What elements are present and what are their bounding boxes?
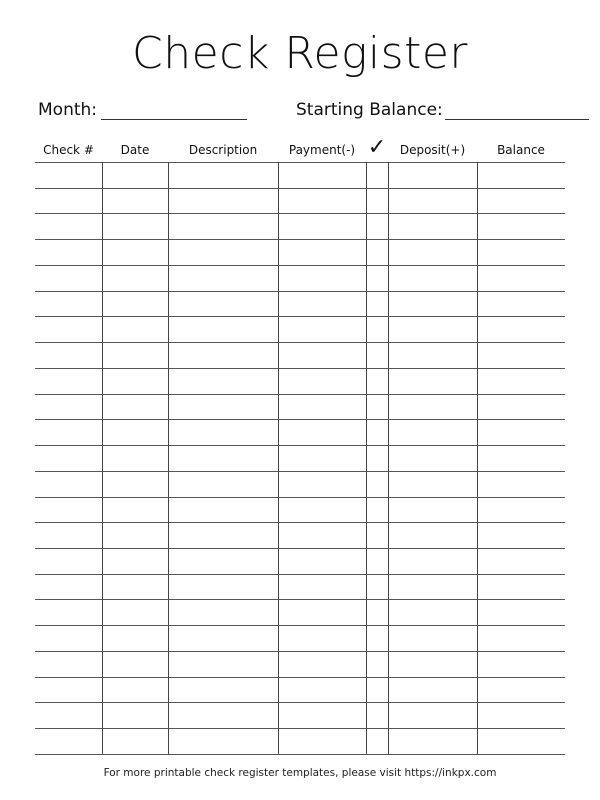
footer-note: For more printable check register templates, please visit https://inkpx.com: [103, 767, 497, 779]
cell-check-number[interactable]: [35, 214, 102, 240]
cell-check-number[interactable]: [35, 343, 102, 369]
cell-date[interactable]: [102, 188, 168, 214]
cell-cleared[interactable]: [366, 651, 388, 677]
cell-deposit[interactable]: [388, 265, 477, 291]
cell-payment[interactable]: [278, 626, 366, 652]
cell-balance[interactable]: [477, 574, 565, 600]
cell-check-number[interactable]: [35, 317, 102, 343]
cell-description[interactable]: [168, 677, 278, 703]
cell-balance[interactable]: [477, 651, 565, 677]
cell-balance[interactable]: [477, 549, 565, 575]
cell-deposit[interactable]: [388, 291, 477, 317]
cell-date[interactable]: [102, 240, 168, 266]
cell-check-number[interactable]: [35, 265, 102, 291]
cell-description[interactable]: [168, 317, 278, 343]
table-row: [35, 188, 565, 214]
cell-cleared[interactable]: [366, 317, 388, 343]
cell-check-number[interactable]: [35, 471, 102, 497]
cell-balance[interactable]: [477, 265, 565, 291]
cell-balance[interactable]: [477, 677, 565, 703]
month-input-line[interactable]: [101, 101, 247, 120]
cell-payment[interactable]: [278, 600, 366, 626]
table-row: [35, 600, 565, 626]
cell-deposit[interactable]: [388, 497, 477, 523]
cell-date[interactable]: [102, 317, 168, 343]
table-row: [35, 163, 565, 189]
cell-balance[interactable]: [477, 163, 565, 189]
cell-date[interactable]: [102, 600, 168, 626]
cell-deposit[interactable]: [388, 214, 477, 240]
cell-deposit[interactable]: [388, 420, 477, 446]
cell-date[interactable]: [102, 677, 168, 703]
table-header: [35, 135, 565, 161]
cell-payment[interactable]: [278, 677, 366, 703]
cell-description[interactable]: [168, 188, 278, 214]
table-row: [35, 214, 565, 240]
cell-cleared[interactable]: [366, 677, 388, 703]
cell-balance[interactable]: [477, 729, 565, 755]
cell-date[interactable]: [102, 420, 168, 446]
cell-description[interactable]: [168, 574, 278, 600]
cell-check-number[interactable]: [35, 600, 102, 626]
cell-check-number[interactable]: [35, 677, 102, 703]
cell-deposit[interactable]: [388, 163, 477, 189]
col-header-balance: Balance: [497, 143, 545, 157]
table-row: [35, 497, 565, 523]
cell-payment[interactable]: [278, 214, 366, 240]
cell-payment[interactable]: [278, 240, 366, 266]
cell-balance[interactable]: [477, 420, 565, 446]
cell-description[interactable]: [168, 626, 278, 652]
cell-payment[interactable]: [278, 265, 366, 291]
cell-date[interactable]: [102, 265, 168, 291]
cell-date[interactable]: [102, 394, 168, 420]
cell-payment[interactable]: [278, 549, 366, 575]
cell-description[interactable]: [168, 600, 278, 626]
cell-payment[interactable]: [278, 317, 366, 343]
cell-payment[interactable]: [278, 343, 366, 369]
cell-deposit[interactable]: [388, 317, 477, 343]
cell-check-number[interactable]: [35, 163, 102, 189]
cell-cleared[interactable]: [366, 446, 388, 472]
cell-deposit[interactable]: [388, 677, 477, 703]
cell-description[interactable]: [168, 497, 278, 523]
cell-date[interactable]: [102, 446, 168, 472]
cell-check-number[interactable]: [35, 549, 102, 575]
register-table: [35, 162, 565, 755]
cell-cleared[interactable]: [366, 343, 388, 369]
col-header-check-number: Check #: [43, 143, 94, 157]
cell-deposit[interactable]: [388, 188, 477, 214]
cell-cleared[interactable]: [366, 497, 388, 523]
table-row: [35, 523, 565, 549]
cell-check-number[interactable]: [35, 368, 102, 394]
cell-cleared[interactable]: [366, 163, 388, 189]
cell-date[interactable]: [102, 291, 168, 317]
cell-deposit[interactable]: [388, 343, 477, 369]
cell-date[interactable]: [102, 549, 168, 575]
table-row: [35, 420, 565, 446]
cell-deposit[interactable]: [388, 703, 477, 729]
cell-description[interactable]: [168, 703, 278, 729]
cell-check-number[interactable]: [35, 729, 102, 755]
cell-check-number[interactable]: [35, 188, 102, 214]
col-header-date: Date: [120, 143, 150, 157]
cell-balance[interactable]: [477, 343, 565, 369]
cell-payment[interactable]: [278, 291, 366, 317]
cell-description[interactable]: [168, 214, 278, 240]
cell-description[interactable]: [168, 394, 278, 420]
cell-payment[interactable]: [278, 394, 366, 420]
table-row: [35, 471, 565, 497]
cell-cleared[interactable]: [366, 703, 388, 729]
cell-payment[interactable]: [278, 729, 366, 755]
cell-check-number[interactable]: [35, 574, 102, 600]
cell-date[interactable]: [102, 703, 168, 729]
cell-payment[interactable]: [278, 446, 366, 472]
cell-balance[interactable]: [477, 188, 565, 214]
cell-cleared[interactable]: [366, 214, 388, 240]
cell-cleared[interactable]: [366, 523, 388, 549]
cell-payment[interactable]: [278, 163, 366, 189]
cell-balance[interactable]: [477, 446, 565, 472]
cell-check-number[interactable]: [35, 523, 102, 549]
cell-payment[interactable]: [278, 574, 366, 600]
table-row: [35, 549, 565, 575]
cell-check-number[interactable]: [35, 420, 102, 446]
cell-deposit[interactable]: [388, 240, 477, 266]
cell-date[interactable]: [102, 368, 168, 394]
cell-description[interactable]: [168, 265, 278, 291]
cell-deposit[interactable]: [388, 600, 477, 626]
starting-balance-input-line[interactable]: [445, 101, 589, 120]
cell-date[interactable]: [102, 163, 168, 189]
cell-description[interactable]: [168, 368, 278, 394]
cell-description[interactable]: [168, 163, 278, 189]
checkmark-icon: ✓: [367, 135, 387, 160]
table-row: [35, 394, 565, 420]
cell-balance[interactable]: [477, 703, 565, 729]
cell-check-number[interactable]: [35, 291, 102, 317]
cell-balance[interactable]: [477, 214, 565, 240]
cell-payment[interactable]: [278, 651, 366, 677]
cell-date[interactable]: [102, 471, 168, 497]
cell-deposit[interactable]: [388, 651, 477, 677]
cell-balance[interactable]: [477, 523, 565, 549]
month-field: [38, 100, 247, 120]
cell-cleared[interactable]: [366, 626, 388, 652]
cell-date[interactable]: [102, 574, 168, 600]
table-row: [35, 446, 565, 472]
cell-cleared[interactable]: [366, 240, 388, 266]
table-row: [35, 291, 565, 317]
starting-balance-label: Starting Balance:: [296, 100, 443, 120]
cell-balance[interactable]: [477, 317, 565, 343]
month-label: Month:: [38, 100, 98, 120]
cell-description[interactable]: [168, 549, 278, 575]
cell-deposit[interactable]: [388, 446, 477, 472]
cell-cleared[interactable]: [366, 368, 388, 394]
cell-description[interactable]: [168, 729, 278, 755]
cell-date[interactable]: [102, 651, 168, 677]
table-row: [35, 240, 565, 266]
cell-deposit[interactable]: [388, 626, 477, 652]
cell-cleared[interactable]: [366, 188, 388, 214]
cell-check-number[interactable]: [35, 626, 102, 652]
cell-cleared[interactable]: [366, 394, 388, 420]
table-row: [35, 317, 565, 343]
cell-deposit[interactable]: [388, 394, 477, 420]
cell-check-number[interactable]: [35, 394, 102, 420]
cell-deposit[interactable]: [388, 549, 477, 575]
cell-cleared[interactable]: [366, 729, 388, 755]
cell-cleared[interactable]: [366, 549, 388, 575]
table-row: [35, 677, 565, 703]
cell-check-number[interactable]: [35, 240, 102, 266]
cell-check-number[interactable]: [35, 703, 102, 729]
cell-check-number[interactable]: [35, 446, 102, 472]
cell-date[interactable]: [102, 343, 168, 369]
cell-date[interactable]: [102, 523, 168, 549]
cell-deposit[interactable]: [388, 574, 477, 600]
cell-date[interactable]: [102, 729, 168, 755]
table-row: [35, 574, 565, 600]
cell-balance[interactable]: [477, 471, 565, 497]
cell-balance[interactable]: [477, 626, 565, 652]
cell-description[interactable]: [168, 651, 278, 677]
cell-cleared[interactable]: [366, 265, 388, 291]
cell-payment[interactable]: [278, 368, 366, 394]
cell-date[interactable]: [102, 214, 168, 240]
table-row: [35, 368, 565, 394]
cell-payment[interactable]: [278, 497, 366, 523]
cell-deposit[interactable]: [388, 729, 477, 755]
cell-balance[interactable]: [477, 394, 565, 420]
cell-description[interactable]: [168, 471, 278, 497]
table-row: [35, 703, 565, 729]
cell-description[interactable]: [168, 240, 278, 266]
col-header-description: Description: [188, 143, 258, 157]
cell-cleared[interactable]: [366, 574, 388, 600]
cell-cleared[interactable]: [366, 600, 388, 626]
cell-description[interactable]: [168, 420, 278, 446]
table-row: [35, 265, 565, 291]
cell-payment[interactable]: [278, 703, 366, 729]
cell-balance[interactable]: [477, 291, 565, 317]
table-row: [35, 343, 565, 369]
cell-description[interactable]: [168, 446, 278, 472]
cell-description[interactable]: [168, 291, 278, 317]
cell-date[interactable]: [102, 626, 168, 652]
starting-balance-field: [296, 100, 589, 120]
cell-cleared[interactable]: [366, 420, 388, 446]
cell-balance[interactable]: [477, 368, 565, 394]
cell-description[interactable]: [168, 343, 278, 369]
cell-cleared[interactable]: [366, 471, 388, 497]
cell-check-number[interactable]: [35, 497, 102, 523]
cell-description[interactable]: [168, 523, 278, 549]
table-row: [35, 729, 565, 755]
cell-balance[interactable]: [477, 600, 565, 626]
page-title: Check Register: [132, 28, 468, 79]
cell-payment[interactable]: [278, 523, 366, 549]
cell-payment[interactable]: [278, 188, 366, 214]
cell-payment[interactable]: [278, 471, 366, 497]
cell-balance[interactable]: [477, 497, 565, 523]
col-header-payment: Payment(-): [288, 143, 356, 157]
cell-check-number[interactable]: [35, 651, 102, 677]
cell-deposit[interactable]: [388, 471, 477, 497]
cell-cleared[interactable]: [366, 291, 388, 317]
cell-deposit[interactable]: [388, 523, 477, 549]
col-header-deposit: Deposit(+): [399, 143, 466, 157]
cell-balance[interactable]: [477, 240, 565, 266]
table-row: [35, 626, 565, 652]
table-row: [35, 651, 565, 677]
cell-deposit[interactable]: [388, 368, 477, 394]
cell-date[interactable]: [102, 497, 168, 523]
cell-payment[interactable]: [278, 420, 366, 446]
